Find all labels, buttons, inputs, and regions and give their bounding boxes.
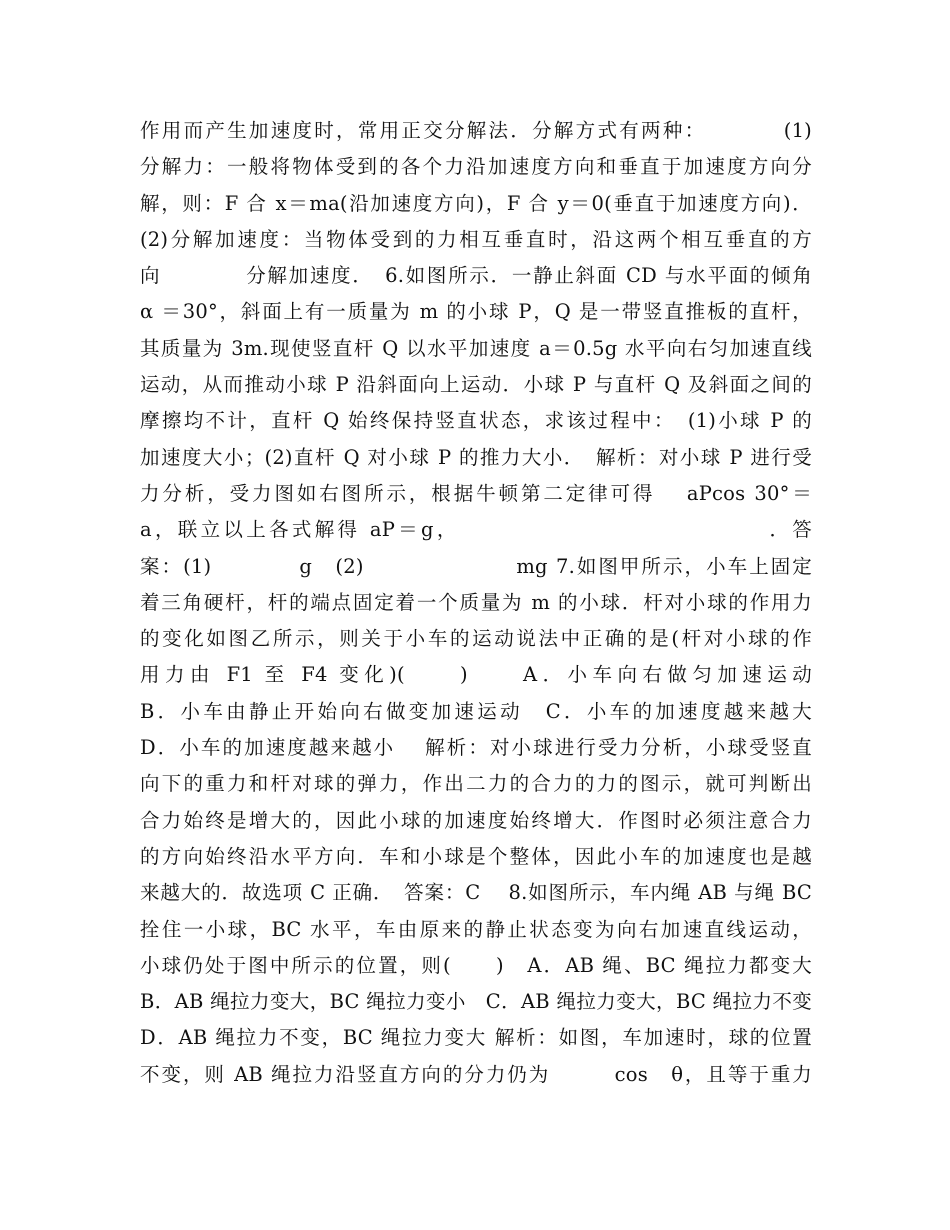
text-line-18: D．小车的加速度越来越小 解析：对小球进行受力分析，小球受竖直: [140, 736, 812, 760]
text-line-23: 拴住一小球，BC 水平，车由原来的静止状态变为向右加速直线运动，: [140, 917, 812, 941]
text-line-2: 分解力：一般将物体受到的各个力沿加速度方向和垂直于加速度方向分: [140, 155, 812, 179]
text-line-19: 向下的重力和杆对球的弹力，作出二力的合力的力的图示，就可判断出: [140, 772, 812, 796]
text-line-7: 其质量为 3m.现使竖直杆 Q 以水平加速度 a＝0.5g 水平向右匀加速直线: [140, 336, 812, 360]
text-line-22: 来越大的．故选项 C 正确． 答案：C 8.如图所示，车内绳 AB 与绳 BC: [140, 881, 812, 905]
text-line-16: 用力由 F1 至 F4 变化)( ) A．小车向右做匀加速运动: [140, 663, 812, 687]
text-line-12: a，联立以上各式解得 aP＝g， ．答: [140, 518, 812, 542]
text-line-11: 力分析，受力图如右图所示，根据牛顿第二定律可得 aPcos 30°＝: [140, 481, 812, 505]
text-line-10: 加速度大小；(2)直杆 Q 对小球 P 的推力大小． 解析：对小球 P 进行受: [140, 445, 812, 469]
text-line-15: 的变化如图乙所示，则关于小车的运动说法中正确的是(杆对小球的作: [140, 627, 812, 651]
text-line-20: 合力始终是增大的，因此小球的加速度始终增大．作图时必须注意合力: [140, 808, 812, 832]
text-line-6: α ＝30°，斜面上有一质量为 m 的小球 P，Q 是一带竖直推板的直杆，: [140, 300, 812, 324]
text-line-27: 不变，则 AB 绳拉力沿竖直方向的分力仍为 cos θ，且等于重力: [140, 1062, 812, 1086]
document-body: [140, 113, 812, 1093]
text-line-8: 运动，从而推动小球 P 沿斜面向上运动．小球 P 与直杆 Q 及斜面之间的: [140, 373, 812, 397]
text-line-14: 着三角硬杆，杆的端点固定着一个质量为 m 的小球．杆对小球的作用力: [140, 590, 812, 614]
text-line-17: B．小车由静止开始向右做变加速运动 C．小车的加速度越来越大: [140, 699, 812, 723]
text-line-13: 案：(1) g (2) mg 7.如图甲所示，小车上固定: [140, 554, 812, 578]
text-line-26: D．AB 绳拉力不变，BC 绳拉力变大 解析：如图，车加速时，球的位置: [140, 1026, 812, 1050]
text-line-1: 作用而产生加速度时，常用正交分解法．分解方式有两种： (1): [140, 119, 812, 142]
text-line-25: B．AB 绳拉力变大，BC 绳拉力变小 C．AB 绳拉力变大，BC 绳拉力不变: [140, 990, 812, 1014]
text-line-4: (2)分解加速度：当物体受到的力相互垂直时，沿这两个相互垂直的方: [140, 227, 812, 251]
text-line-3: 解，则：F 合 x＝ma(沿加速度方向)，F 合 y＝0(垂直于加速度方向)．: [140, 191, 812, 215]
text-line-9: 摩擦均不计，直杆 Q 始终保持竖直状态，求该过程中： (1)小球 P 的: [140, 409, 812, 433]
text-line-5: 向 分解加速度． 6.如图所示．一静止斜面 CD 与水平面的倾角: [140, 264, 812, 288]
text-line-21: 的方向始终沿水平方向．车和小球是个整体，因此小车的加速度也是越: [140, 844, 812, 868]
text-line-24: 小球仍处于图中所示的位置，则( ) A．AB 绳、BC 绳拉力都变大: [140, 953, 812, 977]
